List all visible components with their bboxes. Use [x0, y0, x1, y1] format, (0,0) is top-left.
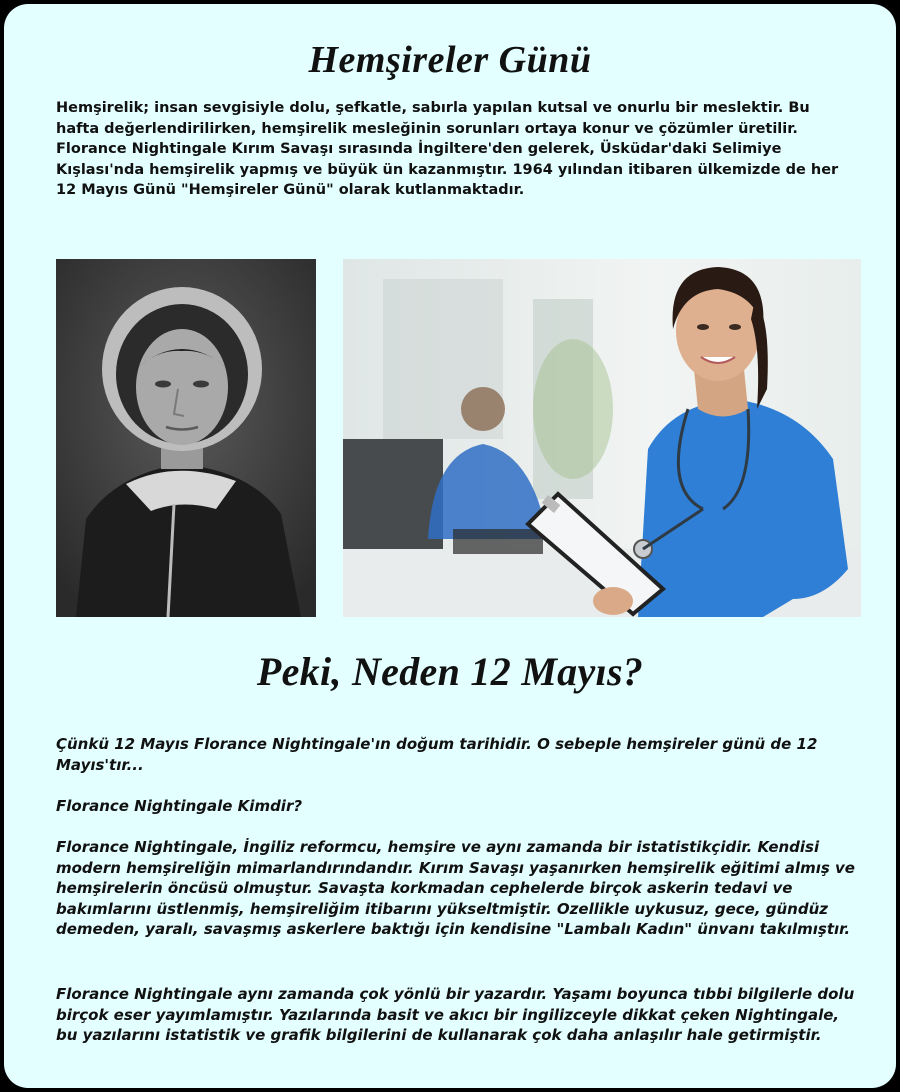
page-title: Hemşireler Günü	[308, 39, 592, 81]
reason-paragraph: Çünkü 12 Mayıs Florance Nightingale'ın doğum tarihidir. O sebeple hemşireler günü de 12 Mayıs'tır...	[56, 735, 818, 774]
writer-paragraph: Florance Nightingale aynı zamanda çok yönlü bir yazardır. Yaşamı boyunca tıbbi bilgilerle dolu birçok eser yayımlamıştır. Yazılarında basit ve akıcı bir ingilizceyle dikkat çeken Nightingale, bu yazılarını istatistik ve grafik bilgilerini de kullanarak çok daha anlaşılır hale getirmiştir.	[56, 985, 855, 1044]
florence-nightingale-portrait	[56, 259, 316, 617]
nurse-photo	[343, 259, 861, 617]
who-heading: Florance Nightingale Kimdir?	[56, 797, 303, 815]
intro-paragraph: Hemşirelik; insan sevgisiyle dolu, şefkatle, sabırla yapılan kutsal ve onurlu bir meslektir. Bu hafta değerlendirilirken, hemşirelik mesleğinin sorunları ortaya konur ve çözümler üretilir. Florance Nightingale Kırım Savaşı sırasında İngiltere'den gelerek, Üsküdar'daki Selimiye Kışlası'nda hemşirelik yapmış ve büyük ün kazanmıştır. 1964 yılından itibaren ülkemizde de her 12 Mayıs Günü "Hemşireler Günü" olarak kutlanmaktadır.	[56, 100, 839, 198]
section-title: Peki, Neden 12 Mayıs?	[256, 649, 644, 694]
page-card	[4, 4, 896, 1088]
biography-paragraph: Florance Nightingale, İngiliz reformcu, hemşire ve aynı zamanda bir istatistikçidir. Kendisi modern hemşireliğin mimarlandırındandır. Kırım Savaşı yaşanırken hemşirelik eğitimi almış ve hemşirelerin öncüsü olmuştur. Savaşta korkmadan cephelerde birçok askerin tedavi ve bakımlarını üstlenmiş, hemşireliğim itibarını yükseltmiştir. Ozellikle uykusuz, gece, gündüz demeden, yaralı, savaşmış askerlere baktığı için kendisine "Lambalı Kadın" ünvanı takılmıştır.	[56, 838, 855, 938]
